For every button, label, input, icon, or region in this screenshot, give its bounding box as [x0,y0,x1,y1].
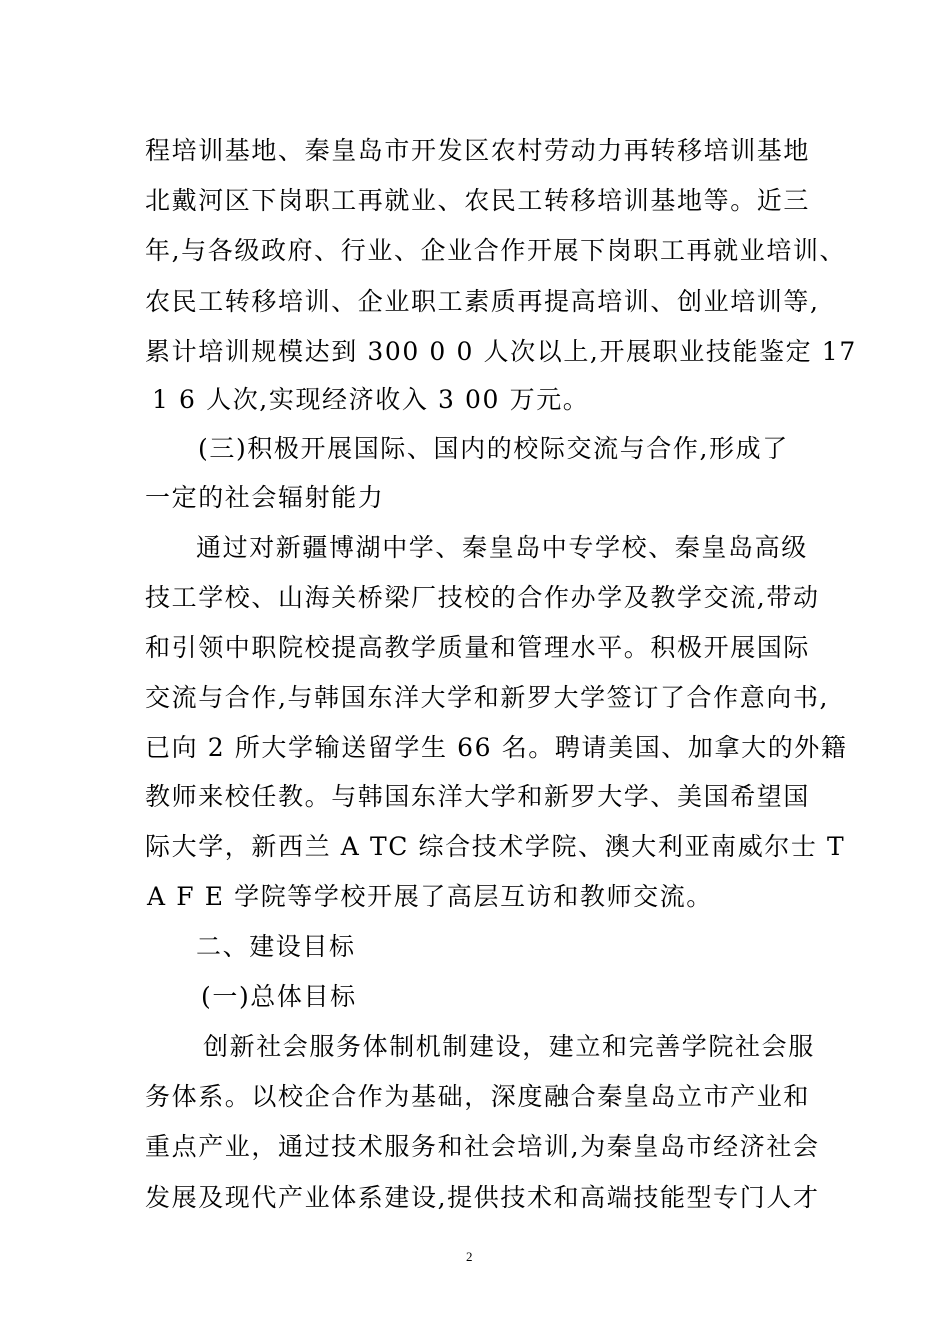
body-text-line: 程培训基地、秦皇岛市开发区农村劳动力再转移培训基地 [145,136,811,165]
body-text-line: 教师来校任教。与韩国东洋大学和新罗大学、美国希望国 [145,782,811,811]
body-text-line: 交流与合作,与韩国东洋大学和新罗大学签订了合作意向书, [145,683,830,712]
section-heading-continuation: 一定的社会辐射能力 [145,483,385,512]
body-text-line: A F E 学院等学校开展了高层互访和教师交流。 [147,882,713,911]
page-number: 2 [466,1249,473,1264]
body-text-line: 已向 2 所大学输送留学生 66 名。聘请美国、加拿大的外籍 [145,733,848,762]
body-text-line: 农民工转移培训、企业职工素质再提高培训、创业培训等, [145,287,820,316]
body-text-line: 技工学校、山海关桥梁厂技校的合作办学及教学交流,带动 [145,583,820,612]
section-heading: (三)积极开展国际、国内的校际交流与合作,形成了 [198,434,789,463]
subsection-heading: (一)总体目标 [201,982,357,1011]
body-text-line: 发展及现代产业体系建设,提供技术和高端技能型专门人才 [145,1183,820,1212]
chapter-heading: 二、建设目标 [196,932,356,961]
body-text-line: 创新社会服务体制机制建设，建立和完善学院社会服 [203,1032,815,1061]
body-text-line: 重点产业，通过技术服务和社会培训,为秦皇岛市经济社会 [145,1132,820,1161]
body-text-line: 累计培训规模达到 300 0 0 人次以上,开展职业技能鉴定 17 [145,337,857,366]
body-text-line: 际大学，新西兰 A TC 综合技术学院、澳大利亚南威尔士 T [145,832,846,861]
body-text-line: 北戴河区下岗职工再就业、农民工转移培训基地等。近三 [145,186,811,215]
body-text-line: 年,与各级政府、行业、企业合作开展下岗职工再就业培训、 [145,236,847,265]
body-text-line: 1 6 人次,实现经济收入 3 00 万元。 [152,385,590,414]
body-text-line: 通过对新疆博湖中学、秦皇岛中专学校、秦皇岛高级 [196,533,808,562]
body-text-line: 和引领中职院校提高教学质量和管理水平。积极开展国际 [145,633,811,662]
body-text-line: 务体系。以校企合作为基础，深度融合秦皇岛立市产业和 [145,1082,811,1111]
